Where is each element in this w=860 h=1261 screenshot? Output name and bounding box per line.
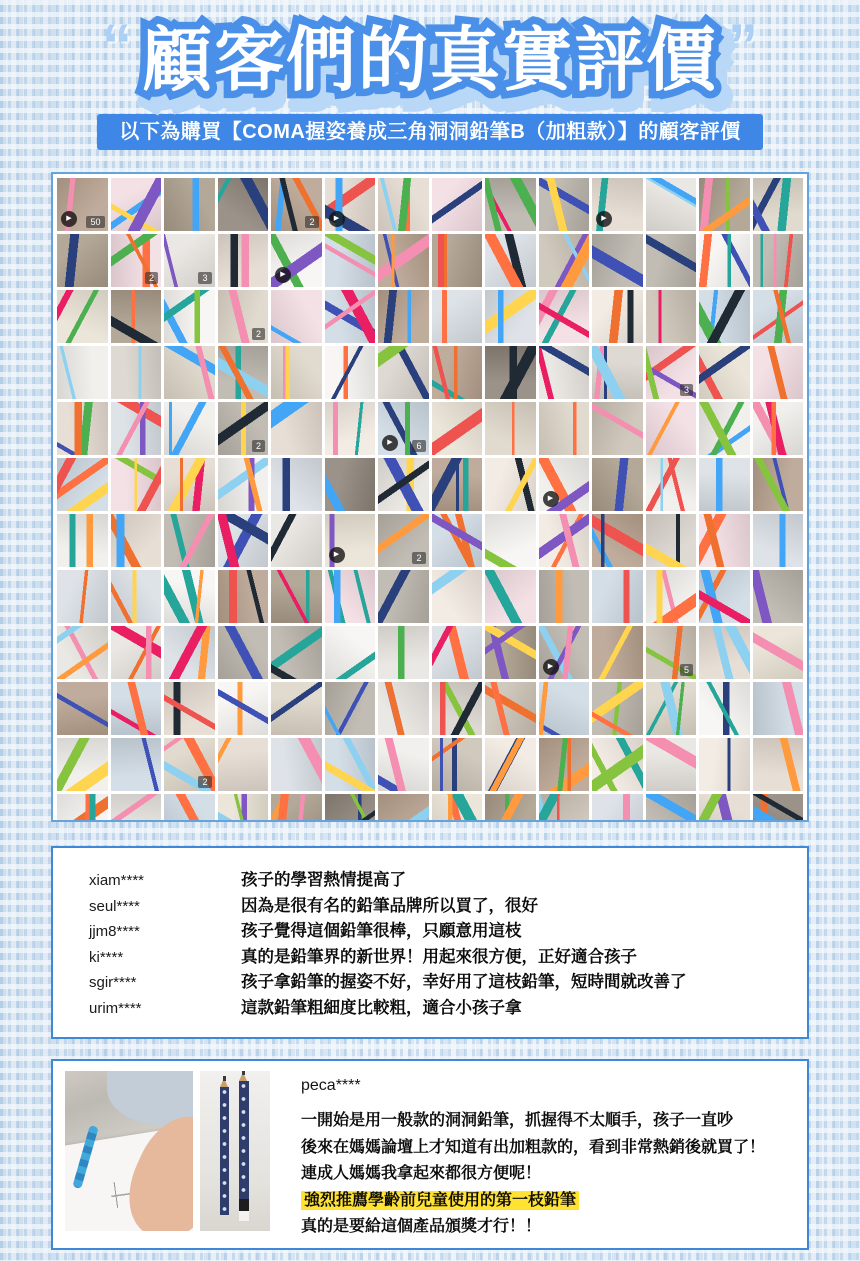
- photo-count-badge: 3: [198, 272, 211, 284]
- photo-thumbnail[interactable]: [164, 290, 215, 343]
- review-row: [89, 996, 783, 1022]
- featured-photo-child-writing: [65, 1071, 193, 1231]
- photo-thumbnail[interactable]: [592, 178, 643, 231]
- review-text: 孩子拿鉛筆的握姿不好，幸好用了這枝鉛筆，短時間就改善了: [241, 973, 687, 991]
- photo-thumbnail[interactable]: [164, 234, 215, 287]
- photo-thumbnail[interactable]: [378, 290, 429, 343]
- photo-thumbnail[interactable]: [539, 458, 590, 511]
- photo-count-badge: 2: [252, 328, 265, 340]
- photo-thumbnail[interactable]: [753, 738, 804, 791]
- photo-thumbnail[interactable]: [218, 682, 269, 735]
- photo-thumbnail[interactable]: [432, 290, 483, 343]
- photo-thumbnail[interactable]: [485, 794, 536, 822]
- photo-thumbnail[interactable]: [378, 794, 429, 822]
- photo-thumbnail[interactable]: [646, 514, 697, 567]
- photo-thumbnail[interactable]: [57, 682, 108, 735]
- photo-thumbnail[interactable]: [378, 234, 429, 287]
- review-list: [89, 868, 783, 1021]
- photo-thumbnail[interactable]: [378, 682, 429, 735]
- photo-thumbnail[interactable]: [271, 626, 322, 679]
- photo-thumbnail[interactable]: [485, 234, 536, 287]
- video-play-icon: ▶: [543, 491, 559, 507]
- photo-thumbnail[interactable]: [57, 178, 108, 231]
- video-play-icon: ▶: [329, 211, 345, 227]
- video-play-icon: ▶: [543, 659, 559, 675]
- photo-count-badge: 2: [198, 776, 211, 788]
- review-username: sgir****: [89, 974, 137, 991]
- photo-thumbnail[interactable]: [271, 458, 322, 511]
- photo-thumbnail[interactable]: [164, 626, 215, 679]
- photo-thumbnail[interactable]: [432, 178, 483, 231]
- photo-thumbnail[interactable]: [218, 738, 269, 791]
- photo-thumbnail[interactable]: [325, 290, 376, 343]
- photo-thumbnail[interactable]: [592, 626, 643, 679]
- photo-thumbnail[interactable]: [432, 570, 483, 623]
- photo-thumbnail[interactable]: [271, 402, 322, 455]
- photo-thumbnail[interactable]: [57, 290, 108, 343]
- photo-thumbnail[interactable]: [646, 346, 697, 399]
- photo-thumbnail[interactable]: [539, 234, 590, 287]
- photo-thumbnail[interactable]: [57, 402, 108, 455]
- pencil-graphic: [239, 1081, 249, 1221]
- photo-thumbnail[interactable]: [592, 570, 643, 623]
- photo-thumbnail[interactable]: [325, 570, 376, 623]
- photo-thumbnail[interactable]: [111, 626, 162, 679]
- photo-thumbnail[interactable]: [485, 514, 536, 567]
- review-username: seul****: [89, 897, 140, 915]
- photo-thumbnail[interactable]: [111, 570, 162, 623]
- review-text: 真的是鉛筆界的新世界！用起來很方便，正好適合孩子: [241, 947, 637, 966]
- photo-thumbnail[interactable]: [646, 626, 697, 679]
- photo-thumbnail[interactable]: [539, 402, 590, 455]
- photo-thumbnail[interactable]: [325, 682, 376, 735]
- photo-thumbnail[interactable]: [164, 682, 215, 735]
- photo-thumbnail[interactable]: [432, 346, 483, 399]
- photo-collage-box: [51, 172, 809, 822]
- review-text: 這款鉛筆粗細度比較粗，適合小孩子拿: [241, 998, 522, 1017]
- photo-thumbnail[interactable]: [753, 346, 804, 399]
- photo-thumbnail[interactable]: [699, 570, 750, 623]
- photo-thumbnail[interactable]: [218, 346, 269, 399]
- photo-thumbnail[interactable]: [164, 346, 215, 399]
- photo-thumbnail[interactable]: [378, 514, 429, 567]
- photo-thumbnail[interactable]: [753, 794, 804, 822]
- photo-thumbnail[interactable]: [111, 402, 162, 455]
- photo-thumbnail[interactable]: [164, 794, 215, 822]
- photo-thumbnail[interactable]: [432, 738, 483, 791]
- photo-thumbnail[interactable]: [592, 346, 643, 399]
- featured-review-line: 真的是要給這個產品頒獎才行！！: [301, 1218, 542, 1235]
- photo-thumbnail[interactable]: [325, 234, 376, 287]
- photo-thumbnail[interactable]: [646, 290, 697, 343]
- photo-count-badge: 2: [412, 552, 425, 564]
- photo-thumbnail[interactable]: [378, 570, 429, 623]
- photo-thumbnail[interactable]: [485, 290, 536, 343]
- photo-thumbnail[interactable]: [325, 458, 376, 511]
- photo-thumbnail[interactable]: [539, 626, 590, 679]
- photo-thumbnail[interactable]: [325, 402, 376, 455]
- photo-thumbnail[interactable]: [378, 738, 429, 791]
- photo-thumbnail[interactable]: [325, 626, 376, 679]
- review-row: [89, 894, 783, 920]
- photo-thumbnail[interactable]: [432, 234, 483, 287]
- review-username: ki****: [89, 948, 124, 966]
- photo-thumbnail[interactable]: [699, 290, 750, 343]
- photo-count-badge: 2: [305, 216, 318, 228]
- photo-thumbnail[interactable]: [699, 626, 750, 679]
- open-quote-mark: “: [102, 12, 132, 79]
- photo-thumbnail[interactable]: [753, 626, 804, 679]
- photo-thumbnail[interactable]: [699, 514, 750, 567]
- featured-review-box: [51, 1059, 809, 1250]
- photo-thumbnail[interactable]: [699, 682, 750, 735]
- photo-thumbnail[interactable]: [378, 402, 429, 455]
- photo-thumbnail[interactable]: [753, 290, 804, 343]
- photo-thumbnail[interactable]: [592, 402, 643, 455]
- photo-thumbnail[interactable]: [378, 626, 429, 679]
- photo-thumbnail[interactable]: [432, 458, 483, 511]
- review-username: xiam****: [89, 872, 145, 889]
- photo-thumbnail[interactable]: [57, 346, 108, 399]
- review-text: 因為是很有名的鉛筆品牌所以買了，很好: [241, 896, 538, 915]
- photo-thumbnail[interactable]: [485, 178, 536, 231]
- photo-thumbnail[interactable]: [57, 234, 108, 287]
- photo-thumbnail[interactable]: [646, 570, 697, 623]
- photo-thumbnail[interactable]: [325, 178, 376, 231]
- photo-grid: [57, 178, 803, 816]
- photo-thumbnail[interactable]: [164, 738, 215, 791]
- photo-thumbnail[interactable]: [699, 234, 750, 287]
- photo-thumbnail[interactable]: [111, 346, 162, 399]
- photo-thumbnail[interactable]: [646, 738, 697, 791]
- review-text: 孩子覺得這個鉛筆很棒，只願意用這枝: [241, 922, 522, 940]
- photo-thumbnail[interactable]: [539, 290, 590, 343]
- subtitle-banner: 以下為購買【COMA握姿養成三角洞洞鉛筆B（加粗款）】的顧客評價: [97, 114, 763, 150]
- photo-thumbnail[interactable]: [164, 570, 215, 623]
- photo-thumbnail[interactable]: [699, 738, 750, 791]
- review-row: [89, 868, 783, 894]
- photo-thumbnail[interactable]: [378, 458, 429, 511]
- featured-review-line: 連成人媽媽我拿起來都很方便呢！: [301, 1165, 542, 1182]
- photo-thumbnail[interactable]: [57, 570, 108, 623]
- photo-thumbnail[interactable]: [539, 570, 590, 623]
- photo-thumbnail[interactable]: [378, 178, 429, 231]
- review-text: 孩子的學習熱情提高了: [241, 871, 406, 889]
- photo-thumbnail[interactable]: [592, 514, 643, 567]
- photo-thumbnail[interactable]: [753, 234, 804, 287]
- page-title: 顧客們的真實評價 顧客們的真實評價 顧客們的真實評價: [142, 14, 718, 106]
- photo-thumbnail[interactable]: [753, 458, 804, 511]
- featured-review-line: 一開始是用一般款的洞洞鉛筆，抓握得不太順手，孩子一直吵: [301, 1112, 734, 1129]
- video-play-icon: ▶: [382, 435, 398, 451]
- review-list-box: [51, 846, 809, 1039]
- photo-count-badge: 50: [86, 216, 104, 228]
- photo-thumbnail[interactable]: [164, 178, 215, 231]
- photo-thumbnail[interactable]: [592, 794, 643, 822]
- photo-thumbnail[interactable]: [111, 738, 162, 791]
- photo-thumbnail[interactable]: [432, 682, 483, 735]
- photo-thumbnail[interactable]: [218, 290, 269, 343]
- photo-thumbnail[interactable]: [485, 458, 536, 511]
- photo-count-badge: 5: [680, 664, 693, 676]
- photo-thumbnail[interactable]: [111, 234, 162, 287]
- close-quote-mark: ”: [728, 12, 758, 79]
- photo-thumbnail[interactable]: [485, 570, 536, 623]
- review-row: [89, 970, 783, 996]
- photo-thumbnail[interactable]: [699, 346, 750, 399]
- photo-thumbnail[interactable]: [699, 458, 750, 511]
- featured-review-username: peca****: [301, 1077, 361, 1094]
- photo-thumbnail[interactable]: [592, 682, 643, 735]
- photo-thumbnail[interactable]: [271, 682, 322, 735]
- photo-thumbnail[interactable]: [218, 178, 269, 231]
- photo-thumbnail[interactable]: [592, 290, 643, 343]
- photo-thumbnail[interactable]: [218, 794, 269, 822]
- photo-thumbnail[interactable]: [646, 794, 697, 822]
- video-play-icon: ▶: [329, 547, 345, 563]
- photo-thumbnail[interactable]: [592, 234, 643, 287]
- featured-review-line: 後來在媽媽論壇上才知道有出加粗款的，看到非常熱銷後就買了！: [301, 1138, 766, 1156]
- photo-thumbnail[interactable]: [646, 402, 697, 455]
- video-play-icon: ▶: [61, 211, 77, 227]
- photo-thumbnail[interactable]: [753, 570, 804, 623]
- photo-thumbnail[interactable]: [111, 458, 162, 511]
- photo-thumbnail[interactable]: [57, 738, 108, 791]
- photo-thumbnail[interactable]: [753, 178, 804, 231]
- photo-thumbnail[interactable]: [485, 346, 536, 399]
- featured-photo-two-pencils: [200, 1071, 270, 1231]
- photo-thumbnail[interactable]: [271, 346, 322, 399]
- photo-thumbnail[interactable]: [539, 514, 590, 567]
- featured-lines: [301, 1108, 799, 1241]
- photo-thumbnail[interactable]: [485, 738, 536, 791]
- photo-thumbnail[interactable]: [325, 794, 376, 822]
- review-row: [89, 945, 783, 971]
- photo-thumbnail[interactable]: [539, 738, 590, 791]
- photo-thumbnail[interactable]: [485, 402, 536, 455]
- photo-thumbnail[interactable]: [57, 458, 108, 511]
- photo-thumbnail[interactable]: [325, 346, 376, 399]
- video-play-icon: ▶: [275, 267, 291, 283]
- photo-thumbnail[interactable]: [699, 402, 750, 455]
- photo-thumbnail[interactable]: [485, 626, 536, 679]
- photo-thumbnail[interactable]: [539, 682, 590, 735]
- photo-thumbnail[interactable]: [646, 458, 697, 511]
- photo-thumbnail[interactable]: [218, 458, 269, 511]
- photo-thumbnail[interactable]: [539, 346, 590, 399]
- photo-thumbnail[interactable]: [432, 402, 483, 455]
- photo-count-badge: 2: [145, 272, 158, 284]
- review-row: [89, 919, 783, 945]
- photo-thumbnail[interactable]: [218, 514, 269, 567]
- photo-thumbnail[interactable]: [539, 794, 590, 822]
- photo-thumbnail[interactable]: [218, 570, 269, 623]
- photo-thumbnail[interactable]: [111, 514, 162, 567]
- photo-thumbnail[interactable]: [271, 234, 322, 287]
- photo-thumbnail[interactable]: [646, 682, 697, 735]
- photo-thumbnail[interactable]: [218, 234, 269, 287]
- photo-thumbnail[interactable]: [111, 290, 162, 343]
- photo-thumbnail[interactable]: [271, 738, 322, 791]
- photo-count-badge: 3: [680, 384, 693, 396]
- photo-count-badge: 2: [252, 440, 265, 452]
- photo-thumbnail[interactable]: [164, 514, 215, 567]
- photo-thumbnail[interactable]: [432, 626, 483, 679]
- photo-thumbnail[interactable]: [646, 234, 697, 287]
- photo-thumbnail[interactable]: [271, 794, 322, 822]
- photo-thumbnail[interactable]: [271, 570, 322, 623]
- photo-thumbnail[interactable]: [271, 178, 322, 231]
- photo-thumbnail[interactable]: [646, 178, 697, 231]
- page-header: [0, 0, 860, 110]
- photo-thumbnail[interactable]: [699, 794, 750, 822]
- video-play-icon: ▶: [596, 211, 612, 227]
- review-username: jjm8****: [89, 923, 140, 940]
- photo-thumbnail[interactable]: [753, 514, 804, 567]
- photo-thumbnail[interactable]: [271, 290, 322, 343]
- photo-thumbnail[interactable]: [753, 682, 804, 735]
- photo-thumbnail[interactable]: [485, 682, 536, 735]
- review-username: urim****: [89, 999, 142, 1017]
- photo-thumbnail[interactable]: [592, 738, 643, 791]
- photo-count-badge: 6: [412, 440, 425, 452]
- photo-thumbnail[interactable]: [325, 738, 376, 791]
- photo-thumbnail[interactable]: [164, 458, 215, 511]
- photo-thumbnail[interactable]: [218, 402, 269, 455]
- photo-thumbnail[interactable]: [111, 794, 162, 822]
- photo-thumbnail[interactable]: [218, 626, 269, 679]
- photo-thumbnail[interactable]: [699, 178, 750, 231]
- photo-thumbnail[interactable]: [111, 178, 162, 231]
- photo-thumbnail[interactable]: [432, 514, 483, 567]
- photo-thumbnail[interactable]: [111, 682, 162, 735]
- photo-thumbnail[interactable]: [432, 794, 483, 822]
- photo-thumbnail[interactable]: [57, 626, 108, 679]
- photo-thumbnail[interactable]: [592, 458, 643, 511]
- photo-thumbnail[interactable]: [57, 794, 108, 822]
- featured-review-line: 強烈推薦學齡前兒童使用的第一枝鉛筆: [301, 1188, 799, 1215]
- photo-thumbnail[interactable]: [325, 514, 376, 567]
- photo-thumbnail[interactable]: [378, 346, 429, 399]
- photo-thumbnail[interactable]: [271, 514, 322, 567]
- featured-review-body: [301, 1077, 799, 1241]
- photo-thumbnail[interactable]: [164, 402, 215, 455]
- photo-thumbnail[interactable]: [753, 402, 804, 455]
- photo-thumbnail[interactable]: [539, 178, 590, 231]
- pencil-graphic: [220, 1087, 229, 1215]
- photo-thumbnail[interactable]: [57, 514, 108, 567]
